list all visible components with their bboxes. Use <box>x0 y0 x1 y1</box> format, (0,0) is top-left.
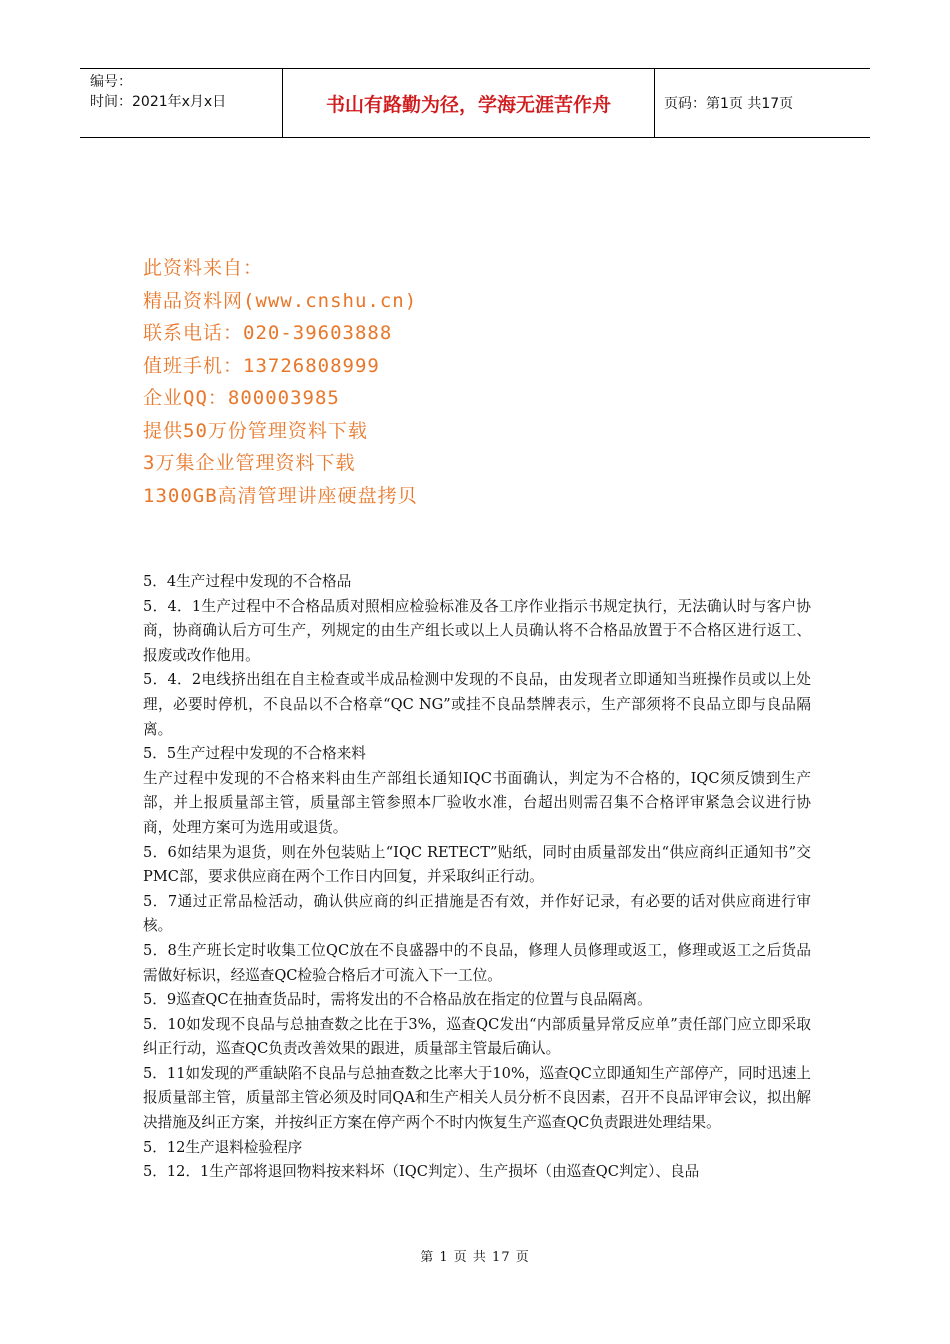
body-paragraph: 5．9巡查QC在抽查货品时，需将发出的不合格品放在指定的位置与良品隔离。 <box>143 991 652 1009</box>
header-divider <box>654 69 655 137</box>
body-paragraph: 5．12．1生产部将退回物料按来料坏（IQC判定）、生产损坏（由巡查QC判定）、良品 <box>143 1163 700 1181</box>
ad-line: 精品资料网(www.cnshu.cn) <box>143 289 418 312</box>
document-body <box>143 570 811 1185</box>
body-paragraph: 5．10如发现不良品与总抽查数之比在于3%，巡查QC发出“内部质量异常反应单”责任部门应立即采取纠正行动，巡查QC负责改善效果的跟进，质量部主管最后确认。 <box>143 1015 811 1058</box>
time-label: 时间：2021年x月x日 <box>90 94 227 110</box>
ad-line: 3万集企业管理资料下载 <box>143 452 356 474</box>
body-paragraph: 5．11如发现的严重缺陷不良品与总抽查数之比率大于10%，巡查QC立即通知生产部停产，同时迅速上报质量部主管，质量部主管必须及时同QA和生产相关人员分析不良因素，召开不良品评审会议，拟出解决措施及纠正方案，并按纠正方案在停产两个不时内恢复生产巡查QC负责跟进处理结果。 <box>143 1064 811 1132</box>
body-paragraph: 5．4．1生产过程中不合格品质对照相应检验标准及各工序作业指示书规定执行，无法确认时与客户协商，协商确认后方可生产，列规定的由生产组长或以上人员确认将不合格品放置于不合格区进行返工、报废或改作他用。 <box>143 597 811 664</box>
serial-label: 编号： <box>90 74 132 90</box>
page-footer: 第 1 页 共 17 页 <box>420 1250 530 1265</box>
body-paragraph: 5．7通过正常品检活动，确认供应商的纠正措施是否有效，并作好记录，有必要的话对供应商进行审核。 <box>143 892 811 935</box>
section-heading: 5．5生产过程中发现的不合格来料 <box>143 745 366 763</box>
body-paragraph: 5．4．2电线挤出组在自主检查或半成品检测中发现的不良品，由发现者立即通知当班操作员或以上处理，必要时停机，不良品以不合格章“QC NG”或挂不良品禁牌表示，生产部须将不良品立即与良品隔离。 <box>143 671 811 738</box>
body-paragraph: 生产过程中发现的不合格来料由生产部组长通知IQC书面确认，判定为不合格的，IQC须反馈到生产部，并上报质量部主管，质量部主管参照本厂验收水准，台超出则需召集不合格评审紧急会议进行协商，处理方案可为选用或退货。 <box>143 769 811 836</box>
document-header <box>80 68 870 138</box>
source-ad-block <box>143 252 418 512</box>
ad-line: 1300GB高清管理讲座硬盘拷贝 <box>143 484 418 507</box>
ad-line: 值班手机：13726808999 <box>143 354 380 377</box>
body-paragraph: 5．8生产班长定时收集工位QC放在不良盛器中的不良品，修理人员修理或返工，修理或返工之后货品需做好标识，经巡查QC检验合格后才可流入下一工位。 <box>143 941 811 984</box>
ad-line: 此资料来自： <box>143 257 264 279</box>
section-heading: 5．4生产过程中发现的不合格品 <box>143 573 352 590</box>
header-motto: 书山有路勤为径，学海无涯苦作舟 <box>325 93 611 116</box>
ad-line: 提供50万份管理资料下载 <box>143 419 368 442</box>
header-page-info: 页码：第1页 共17页 <box>664 96 794 112</box>
header-meta-cell <box>80 69 282 137</box>
body-paragraph: 5．6如结果为退货，则在外包装贴上“IQC RETECT”贴纸，同时由质量部发出“供应商纠正通知书”交PMC部，要求供应商在两个工作日内回复，并采取纠正行动。 <box>143 843 811 886</box>
ad-line: 企业QQ：800003985 <box>143 387 340 409</box>
section-heading: 5．12生产退料检验程序 <box>143 1138 303 1156</box>
ad-line: 联系电话：020-39603888 <box>143 322 393 344</box>
